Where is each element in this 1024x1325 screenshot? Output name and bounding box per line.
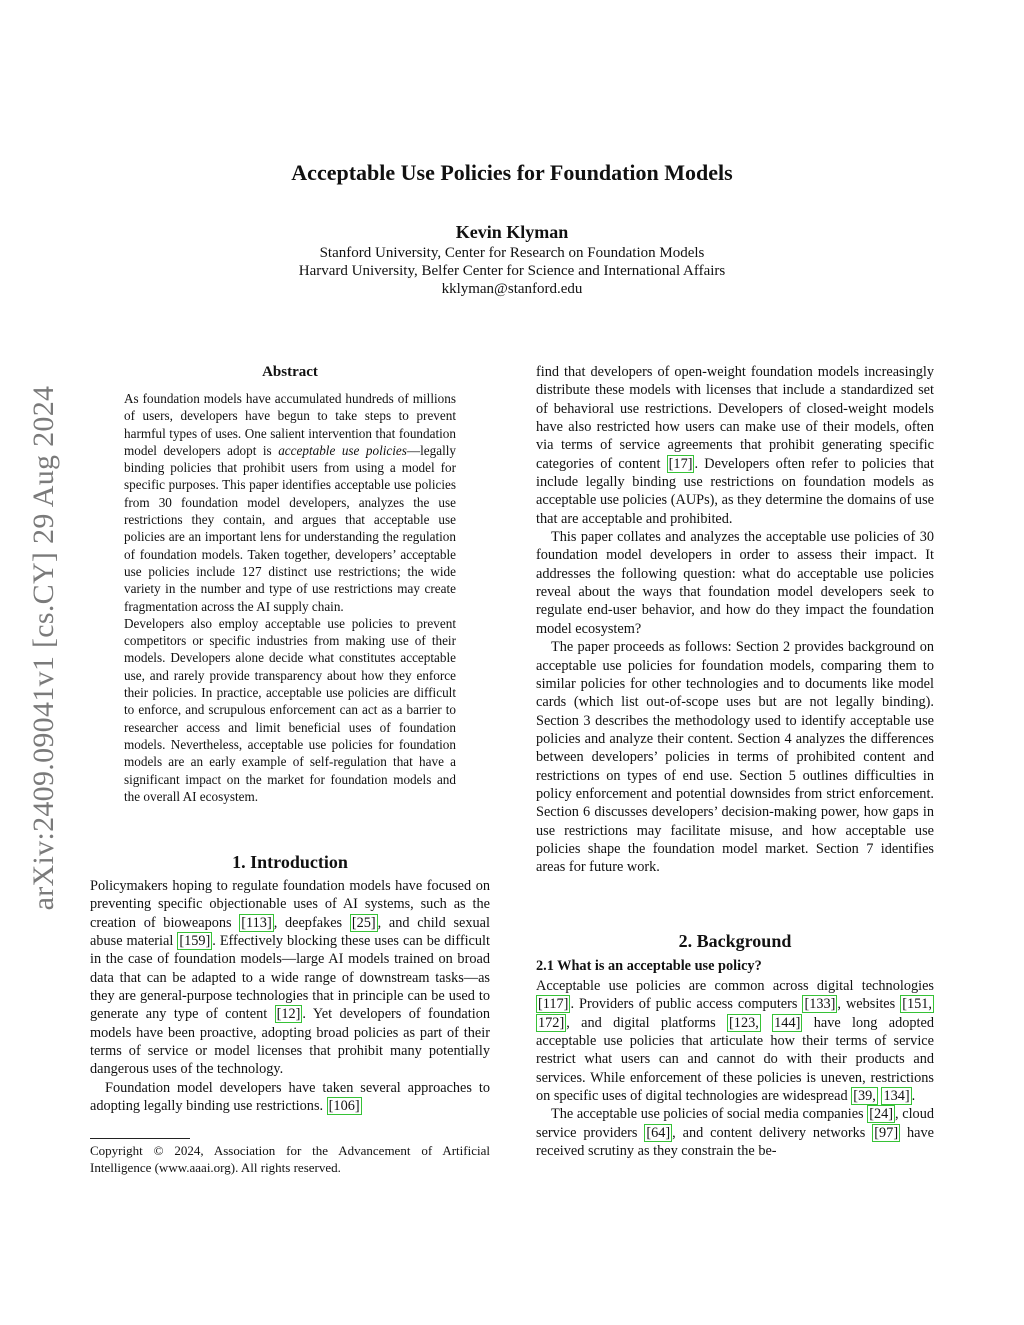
- affiliation-stanford: Stanford University, Center for Research on Foundation Models: [319, 245, 705, 261]
- abstract-paragraph-2: Developers also employ acceptable use policies to prevent competitors or specific industries from making use of their models. Developers alone decide what constitutes acceptable use, and rarely provide transparency about how they enforce their policies. In practice, acceptable use policies are difficult to enforce, and scrupulous enforcement can act as a barrier to researcher access and limit beneficial uses of foundation models. Nevertheless, acceptable use policies for foundation models are an early example of self-regulation that have a significant impact on the market for foundation models and the overall AI ecosystem.: [124, 615, 456, 804]
- arxiv-identifier: arXiv:2409.09041v1 [cs.CY] 29 Aug 2024: [27, 385, 60, 911]
- background-paragraph-1: Acceptable use policies are common across digital technologies [117] . Providers of public access computers [133] , websites [151, 172] , and digital platforms [123, 144] have long adopted acceptable use policies that articulate how their terms of service restrict what users can and cannot do with their products and services. While enforcement of these policies is uneven, restrictions on specific uses of digital technologies are widespread [39, 134] .: [536, 978, 934, 1105]
- citation-link[interactable]: 144]: [774, 1014, 801, 1031]
- footnote-rule: [90, 1138, 190, 1139]
- citation-link[interactable]: [24]: [869, 1106, 894, 1123]
- intro-paragraph-4: The paper proceeds as follows: Section 2 provides background on acceptable use policies for foundation models, comparing them to similar policies for other technologies and to documents like model cards (which list out-of-scope uses but are not legally binding). Section 3 describes the methodology used to identify acceptable use policies and analyze their content. Section 4 analyzes the differences between developers’ policies in terms of prohibited content and restrictions on types of end use. Section 5 outlines difficulties in policy enforcement and potential downsides from strict enforcement. Section 6 discusses developers’ decision-making power, how gaps in use restrictions may facilitate misuse, and how acceptable use policies shape the foundation model market. Section 7 identifies areas for future work.: [536, 639, 934, 876]
- term-acceptable-use-policies: acceptable use policies: [278, 442, 407, 458]
- citation-link[interactable]: [39,: [853, 1088, 876, 1105]
- citation-link[interactable]: [17]: [668, 455, 693, 472]
- citation-link[interactable]: 134]: [883, 1088, 910, 1105]
- citation-link[interactable]: [151,: [902, 996, 932, 1013]
- citation-link[interactable]: [123,: [729, 1014, 759, 1031]
- introduction-left-column: [90, 877, 490, 1115]
- citation-link[interactable]: [133]: [804, 996, 836, 1013]
- citation-link[interactable]: [106]: [328, 1098, 360, 1115]
- intro-paragraph-2-cont: find that developers of open-weight foundation models increasingly distribute these models with licenses that include a standardized set of behavioral use restrictions. Developers of closed-weight models have also restricted how users can make use of their models, often via terms of service agreements that prohibit generating specific categories of content [17] . Developers often refer to policies that include legally binding use restrictions on foundation models as acceptable use policies (AUPs), as they determine the domains of use that are acceptable and prohibited.: [536, 364, 934, 527]
- affiliation-harvard: Harvard University, Belfer Center for Science and International Affairs: [298, 263, 726, 279]
- citation-link[interactable]: [117]: [538, 996, 569, 1013]
- citation-link[interactable]: [64]: [646, 1124, 671, 1141]
- abstract-body: [124, 390, 456, 805]
- subsection-heading: 2.1 What is an acceptable use policy?: [536, 958, 762, 974]
- intro-paragraph-1: Policymakers hoping to regulate foundation models have focused on preventing specific objectionable uses of AI systems, such as the creation of bioweapons [113] , deepfakes [25] , and child sexual abuse material [159] . Effectively blocking these uses can be difficult in the case of foundation models—large AI models trained on broad data that can be adapted to a wide range of downstream tasks—as they are general-purpose technologies that in principle can be used to generate any type of content [12] . Yet developers of foundation models have been proactive, adopting broad policies as part of their terms of service or model licenses that prohibit many potentially dangerous uses of the technology.: [90, 878, 490, 1078]
- citation-link[interactable]: [12]: [276, 1006, 301, 1023]
- introduction-right-column: [536, 363, 934, 877]
- citation-link[interactable]: [159]: [179, 933, 211, 950]
- background-heading: 2. Background: [678, 931, 792, 951]
- citation-link[interactable]: [97]: [874, 1124, 899, 1141]
- author-name: Kevin Klyman: [455, 222, 569, 242]
- citation-link[interactable]: [113]: [241, 914, 272, 931]
- background-paragraph-2: The acceptable use policies of social media companies [24] , cloud service providers [64] , and content delivery networks [97] have received scrutiny as they constrain the be-: [536, 1106, 934, 1160]
- copyright-footnote: Copyright © 2024, Association for the Advancement of Artificial Intelligence (www.aaai.org). All rights reserved.: [90, 1143, 490, 1175]
- paper-title: Acceptable Use Policies for Foundation Models: [291, 160, 733, 185]
- abstract-heading: Abstract: [262, 364, 318, 380]
- introduction-heading: 1. Introduction: [232, 852, 348, 872]
- intro-paragraph-3: This paper collates and analyzes the acceptable use policies of 30 foundation model developers in order to assess their impact. It addresses the following question: what do acceptable use policies reveal about the ways that foundation model developers seek to regulate end-user behavior, and how do they impact the foundation model ecosystem?: [536, 529, 934, 637]
- intro-paragraph-2: Foundation model developers have taken several approaches to adopting legally binding use restrictions. [106]: [90, 1079, 490, 1115]
- abstract-paragraph-1: As foundation models have accumulated hundreds of millions of users, developers have begun to take steps to prevent harmful types of uses. One salient intervention that foundation model developers adopt is acceptable use policies—legally binding policies that prohibit users from using a model for specific purposes. This paper identifies acceptable use policies from 30 foundation model developers, analyzes the use restrictions they contain, and argues that acceptable use policies are an important lens for understanding the regulation of foundation models. Taken together, developers’ acceptable use policies include 127 distinct use restrictions; the wide variety in the number and type of use restrictions may create fragmentation across the AI supply chain.: [124, 391, 456, 614]
- citation-link[interactable]: [25]: [351, 914, 376, 931]
- background-column: [536, 977, 934, 1160]
- citation-link[interactable]: 172]: [538, 1014, 565, 1031]
- author-email: kklyman@stanford.edu: [441, 281, 583, 297]
